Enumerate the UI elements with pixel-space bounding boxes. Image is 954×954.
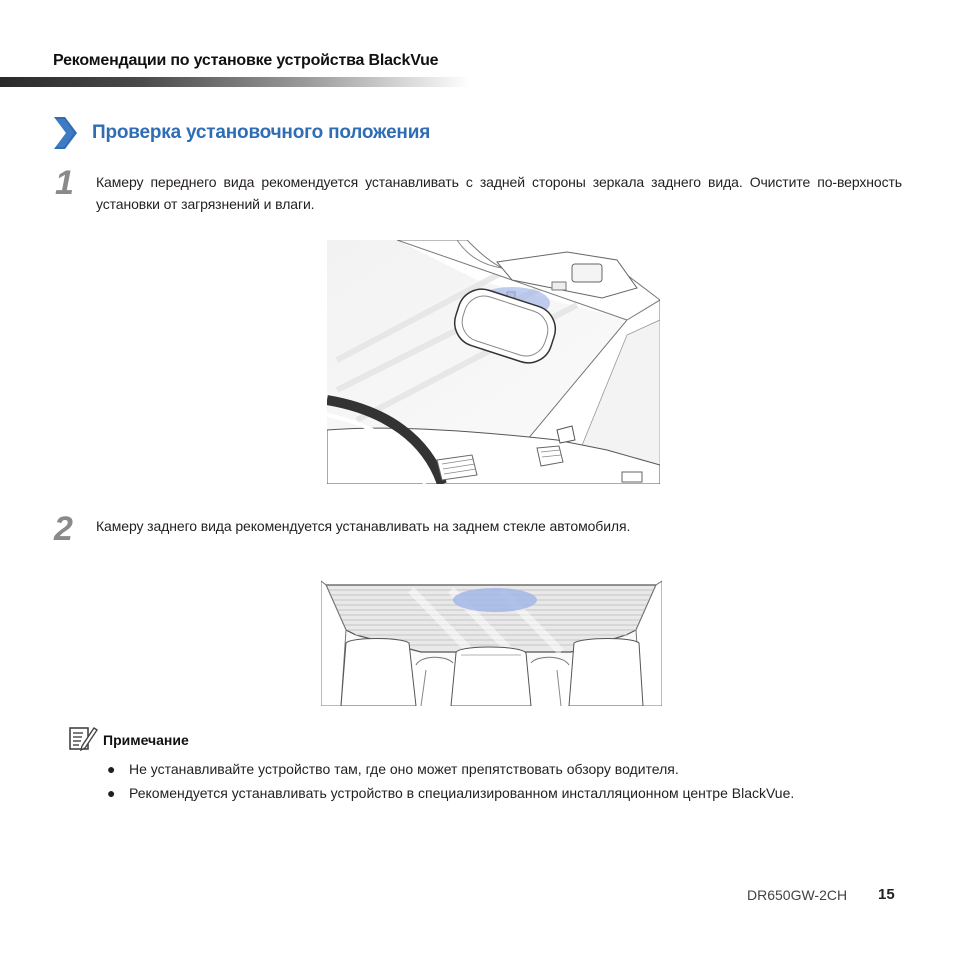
chevron-right-icon bbox=[52, 116, 78, 150]
note-title: Примечание bbox=[103, 732, 189, 748]
step-number: 1 bbox=[55, 164, 74, 202]
section-title: Проверка установочного положения bbox=[92, 122, 431, 143]
running-header: Рекомендации по установке устройства BlackVue bbox=[53, 52, 439, 69]
note-item-text: Не устанавливайте устройство там, где оно может препятствовать обзору водителя. bbox=[129, 761, 679, 777]
rear-window-illustration bbox=[321, 555, 662, 706]
bullet: ● bbox=[107, 761, 116, 777]
bullet: ● bbox=[107, 785, 116, 801]
list-item bbox=[107, 758, 902, 780]
footer-model: DR650GW-2CH bbox=[747, 887, 848, 903]
list-item bbox=[107, 782, 902, 804]
note-list bbox=[107, 758, 902, 806]
note-item-text: Рекомендуется устанавливать устройство в специализированном инсталляционном центре BlackVue. bbox=[129, 785, 795, 801]
note-pencil-icon bbox=[68, 724, 98, 752]
header-rule bbox=[0, 77, 470, 87]
step-text: Камеру заднего вида рекомендуется устанавливать на заднем стекле автомобиля. bbox=[96, 518, 631, 534]
step-text: Камеру переднего вида рекомендуется устанавливать с задней стороны зеркала заднего вида. Очистите по-верхность установки от загрязнений и влаги. bbox=[96, 174, 902, 212]
step-number: 2 bbox=[54, 510, 73, 548]
windshield-mirror-illustration bbox=[327, 240, 660, 484]
page-number: 15 bbox=[878, 886, 895, 903]
